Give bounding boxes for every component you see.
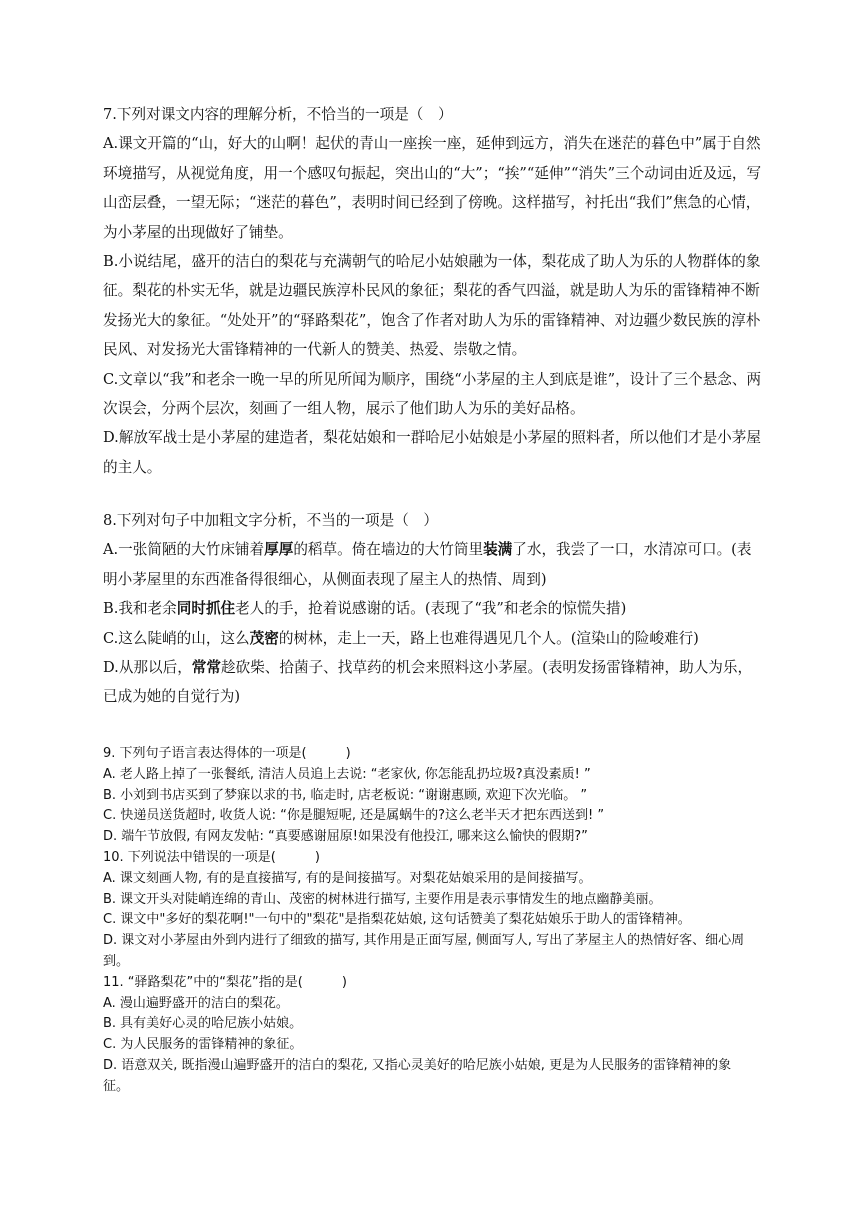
question-8-title: 8.下列对句子中加粗文字分析，不当的一项是（ ） — [103, 512, 438, 529]
question-7-option-c: C.文章以“我”和老余一晚一早的所见所闻为顺序，围绕“小茅屋的主人到底是谁”，设计了三个悬念、两次误会，分两个层次，刻画了一组人物，展示了他们助人为乐的美好品格。 — [103, 370, 762, 418]
question-10-option-c: C. 课文中"多好的梨花啊!"一句中的"梨花"是指梨花姑娘, 这句话赞美了梨花姑娘乐于助人的雷锋精神。 — [103, 912, 691, 928]
question-8-option-a — [103, 535, 763, 594]
question-10-option-a: A. 课文刻画人物, 有的是直接描写, 有的是间接描写。对梨花姑娘采用的是间接描写。 — [103, 870, 592, 886]
question-8 — [103, 506, 763, 712]
question-7-option-a: A.课文开篇的“山，好大的山啊！起伏的青山一座挨一座，延伸到远方，消失在迷茫的暮色中”属于自然环境描写，从视觉角度，用一个感叹句振起，突出山的“大”；“挨”“延伸”“消失”三个动词由近及远，写山峦层叠，一望无际；“迷茫的暮色”，表明时间已经到了傍晚。这样描写，衬托出“我们”焦急的心情，为小茅屋的出现做好了铺垫。 — [103, 135, 762, 241]
text-run: B.我和老余 — [103, 600, 177, 618]
text-run: A.一张简陋的大竹床铺着 — [103, 541, 265, 559]
question-9-option-b: B. 小刘到书店买到了梦寐以求的书, 临走时, 店老板说: “谢谢惠顾, 欢迎下次光临。 ” — [103, 787, 588, 803]
question-8-option-c — [103, 624, 763, 653]
question-9-title: 9. 下列句子语言表达得体的一项是( ) — [103, 746, 351, 761]
question-11-option-c: C. 为人民服务的雷锋精神的象征。 — [103, 1037, 303, 1053]
question-9-option-a: A. 老人路上掉了一张餐纸, 清洁人员追上去说: “老家伙, 你怎能乱扔垃圾?真没素质! ” — [103, 766, 591, 782]
question-10-option-d: D. 课文对小茅屋由外到内进行了细致的描写, 其作用是正面写屋, 侧面写人, 写出了茅屋主人的热情好客、细心周到。 — [103, 933, 745, 969]
questions-9-11 — [103, 744, 753, 1098]
bold-text: 茂密 — [249, 629, 279, 647]
question-7 — [103, 100, 763, 482]
question-11-option-a: A. 漫山遍野盛开的洁白的梨花。 — [103, 995, 289, 1011]
bold-text: 同时抓住 — [176, 600, 236, 618]
question-7-title: 7.下列对课文内容的理解分析，不恰当的一项是（ ） — [103, 106, 453, 123]
text-run: C.这么陡峭的山，这么 — [103, 629, 250, 647]
text-run: 的树林，走上一天，路上也难得遇见几个人。(渲染山的险峻难行) — [278, 629, 699, 647]
question-10-option-b: B. 课文开头对陡峭连绵的青山、茂密的树林进行描写, 主要作用是表示事情发生的地点幽静美丽。 — [103, 891, 662, 907]
question-10-title: 10. 下列说法中错误的一项是( ) — [103, 849, 320, 865]
text-run: 老人的手，抢着说感谢的话。(表现了“我”和老余的惊慌失措) — [235, 600, 627, 618]
bold-text: 装满 — [483, 541, 513, 559]
question-7-option-b: B.小说结尾，盛开的洁白的梨花与充满朝气的哈尼小姑娘融为一体，梨花成了助人为乐的人物群体的象征。梨花的朴实无华，就是边疆民族淳朴民风的象征；梨花的香气四溢，就是助人为乐的雷锋精神不断发扬光大的象征。“处处开”的“驿路梨花”，饱含了作者对助人为乐的雷锋精神、对边疆少数民族的淳朴民风、对发扬光大雷锋精神的一代新人的赞美、热爱、崇敬之情。 — [103, 253, 761, 359]
bold-text: 厚厚 — [264, 541, 294, 559]
question-11-option-b: B. 具有美好心灵的哈尼族小姑娘。 — [103, 1016, 303, 1032]
question-7-option-d: D.解放军战士是小茅屋的建造者，梨花姑娘和一群哈尼小姑娘是小茅屋的照料者，所以他们才是小茅屋的主人。 — [103, 429, 761, 476]
text-run: D.从那以后， — [103, 659, 192, 677]
text-run: 趁砍柴、拾菌子、找草药的机会来照料这小茅屋。(表明发扬雷锋精神，助人为乐，已成为她的自觉行为) — [103, 659, 753, 706]
text-run: 的稻草。倚在墙边的大竹筒里 — [293, 541, 484, 559]
bold-text: 常常 — [191, 659, 221, 677]
question-9-option-d: D. 端午节放假, 有网友发帖: “真要感谢屈原!如果没有他投江, 哪来这么愉快的假期?” — [103, 829, 588, 845]
question-8-option-d — [103, 653, 763, 712]
question-9-option-c: C. 快递员送货超时, 收货人说: “你是腿短呢, 还是属蜗牛的?这么老半天才把东西送到! ” — [103, 808, 605, 824]
question-11-option-d: D. 语意双关, 既指漫山遍野盛开的洁白的梨花, 又指心灵美好的哈尼族小姑娘, 更是为人民服务的雷锋精神的象征。 — [103, 1057, 732, 1094]
question-8-option-b — [103, 594, 763, 623]
text-run: 了水，我尝了一口，水清凉可口。(表明小茅屋里的东西准备得很细心，从侧面表现了屋主人的热情、周到) — [103, 541, 752, 588]
question-11-title: 11. “驿路梨花”中的“梨花”指的是( ) — [103, 974, 347, 990]
